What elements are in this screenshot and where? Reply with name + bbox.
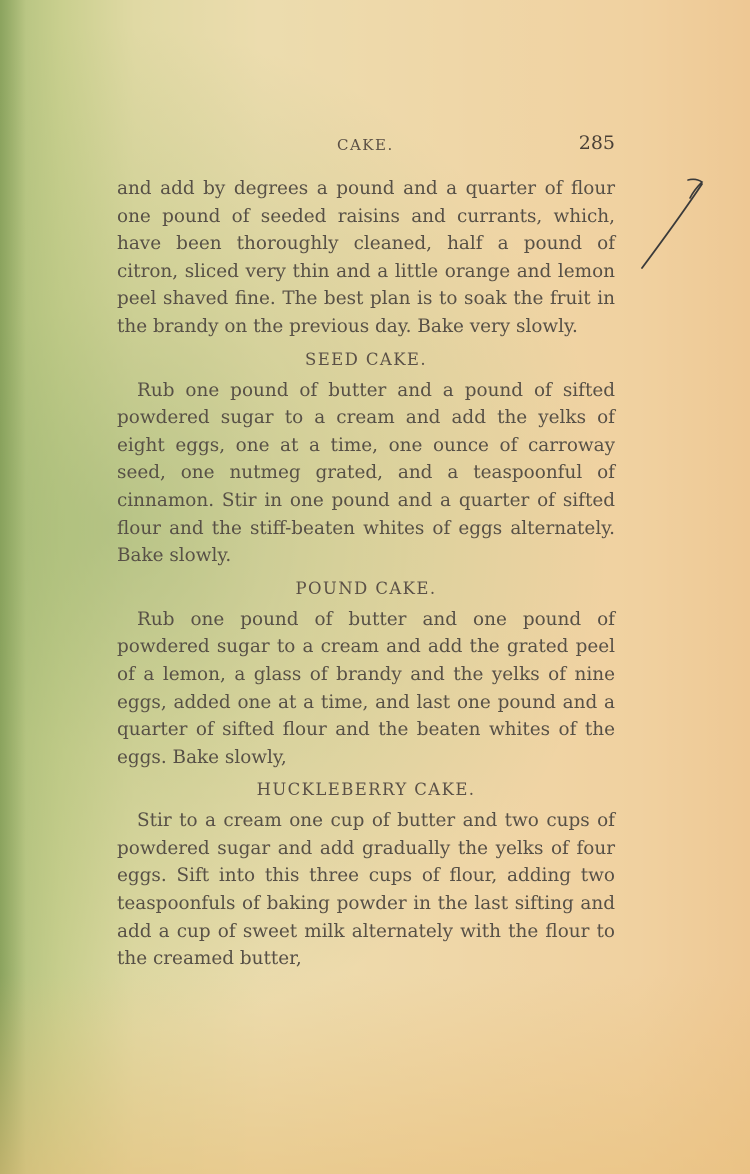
recipe-body-huckleberry-cake: Stir to a cream one cup of butter and two cups of powdered sugar and add gradually the yelks of four eggs. Sift into this three cups of flour, adding two teaspoonfuls of baking powder in the last sifting and add a cup of sweet milk alternately with the flour to the creamed butter, <box>117 810 615 970</box>
recipe-title-seed-cake: SEED CAKE. <box>304 349 428 369</box>
pencil-mark-icon <box>630 172 710 282</box>
paper-bottom-tone <box>0 974 750 1174</box>
recipe-body-seed-cake: Rub one pound of butter and a pound of sifted powdered sugar to a cream and add the yelks of eight eggs, one at a time, one ounce of carroway seed, one nutmeg grated, and a teaspoonful of cinnamon. Stir in one pound and a quarter of sifted flour and the stiff-beaten whites of eggs alternately. Bake slowly. <box>117 379 615 567</box>
page-body <box>117 175 615 973</box>
recipe-body-pound-cake: Rub one pound of butter and one pound of powdered sugar to a cream and add the grated peel of a lemon, a glass of brandy and the yelks of nine eggs, added one at a time, and last one pound and a quarter of sifted flour and the beaten whites of the eggs. Bake slowly, <box>117 608 615 768</box>
recipe-title-pound-cake: POUND CAKE. <box>295 578 437 598</box>
recipe-title-huckleberry-cake: HUCKLEBERRY CAKE. <box>256 780 476 800</box>
page-header <box>117 130 615 160</box>
page-number: 285 <box>578 132 615 154</box>
running-head: CAKE. <box>337 136 394 154</box>
continuation-paragraph: and add by degrees a pound and a quarter of flour one pound of seeded raisins and currants, which, have been thoroughly cleaned, half a pound of citron, sliced very thin and a little orange and lemon peel shaved fine. The best plan is to soak the fruit in the brandy on the previous day. Bake very slowly. <box>117 178 615 337</box>
